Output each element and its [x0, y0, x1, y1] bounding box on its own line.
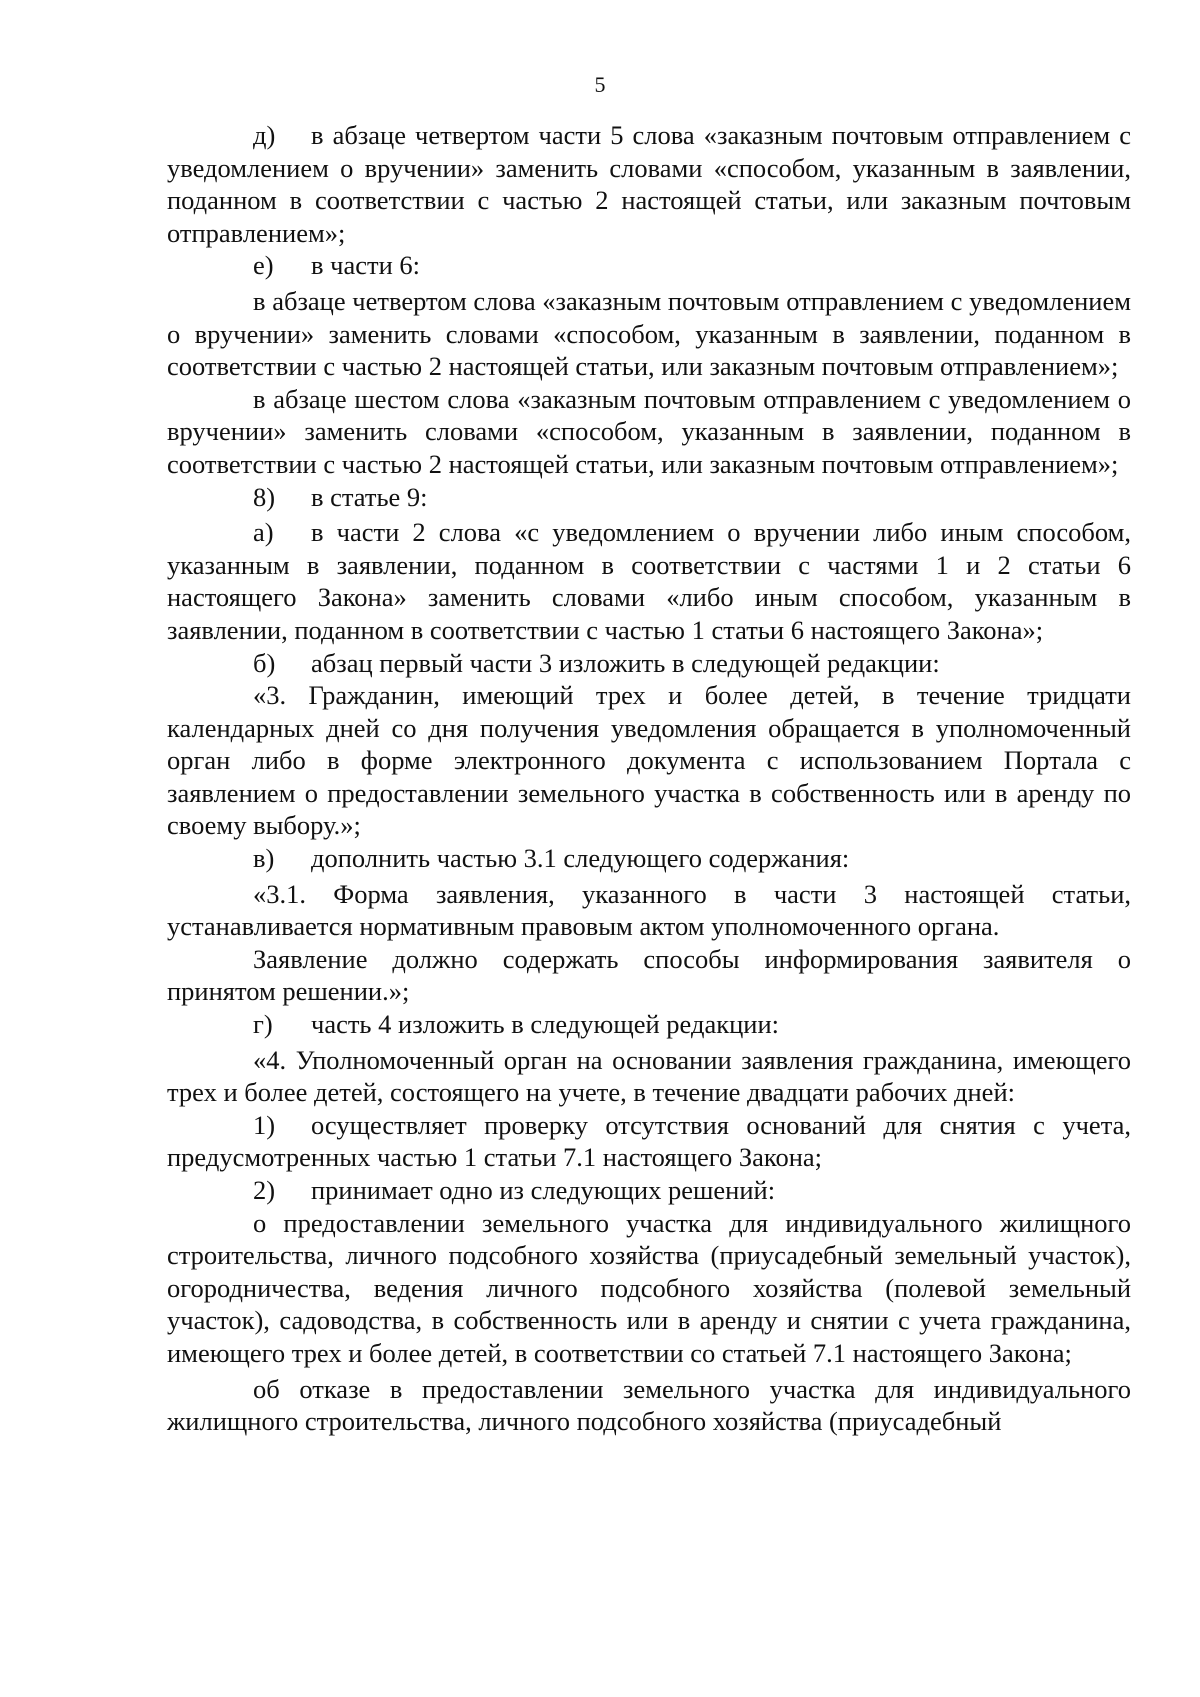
paragraph-1 — [167, 1109, 1131, 1174]
list-marker: г) — [253, 1009, 273, 1040]
paragraph-quote-4 — [167, 1044, 1131, 1109]
paragraph-text: «3. Гражданин, имеющий трех и более детей, в течение тридцати календарных дней со дня получения уведомления обращается в уполномоченный орган либо в форме электронного документа с использованием Портала с заявлением о предоставлении земельного участка в собственность или в аренду по своему выбору.»; — [167, 680, 1131, 841]
paragraph-decision-refuse — [167, 1373, 1131, 1438]
paragraph-zayavlenie — [167, 943, 1131, 1008]
paragraph-quote-3 — [167, 679, 1131, 842]
paragraph-text: часть 4 изложить в следующей редакции: — [311, 1009, 779, 1040]
paragraph-v — [167, 842, 1131, 875]
paragraph-abzac-4 — [167, 285, 1131, 383]
list-marker: 8) — [253, 481, 276, 512]
paragraph-text: в абзаце четвертом слова «заказным почтовым отправлением с уведомлением о вручении» заменить словами «способом, указанным в заявлении, поданном в соответствии с частью 2 настоящей статьи, или заказным почтовым отправлением»; — [167, 285, 1131, 382]
paragraph-text: в статье 9: — [311, 481, 428, 512]
paragraph-decision-grant — [167, 1207, 1131, 1370]
paragraph-text: о предоставлении земельного участка для индивидуального жилищного строительства, личного подсобного хозяйства (приусадебный земельный участок), огородничества, ведения личного подсобного хозяйства (полевой земельный участок), садоводства, в собственность или в аренду и снятии с учета гражданина, имеющего трех и более детей, в соответствии со статьей 7.1 настоящего Закона; — [167, 1207, 1131, 1368]
list-marker: 1) — [253, 1109, 276, 1140]
paragraph-text: в части 6: — [311, 250, 420, 281]
paragraph-2 — [167, 1174, 1131, 1207]
paragraph-text: в абзаце шестом слова «заказным почтовым отправлением с уведомлением о вручении» заменить словами «способом, указанным в заявлении, поданном в соответствии с частью 2 настоящей статьи, или заказным почтовым отправлением»; — [167, 383, 1131, 479]
list-marker: а) — [253, 517, 274, 548]
paragraph-text: «3.1. Форма заявления, указанного в части 3 настоящей статьи, устанавливается нормативным правовым актом уполномоченного органа. — [167, 878, 1131, 942]
paragraph-text: принимает одно из следующих решений: — [311, 1175, 776, 1205]
list-marker: б) — [253, 647, 276, 678]
page-number: 5 — [594, 72, 606, 97]
list-marker: в) — [253, 843, 275, 874]
paragraph-text: «4. Уполномоченный орган на основании заявления гражданина, имеющего трех и более детей, состоящего на учете, в течение двадцати рабочих дней: — [167, 1044, 1131, 1108]
paragraph-text: абзац первый части 3 изложить в следующей редакции: — [311, 647, 940, 678]
paragraph-text: дополнить частью 3.1 следующего содержания: — [311, 843, 850, 874]
list-marker: е) — [253, 250, 274, 281]
paragraph-a — [167, 516, 1131, 646]
paragraph-text: в части 2 слова «с уведомлением о вручении либо иным способом, указанным в заявлении, поданном в соответствии с частями 1 и 2 статьи 6 настоящего Закона» заменить словами «либо иным способом, указанным в заявлении, поданном в соответствии с частью 1 статьи 6 настоящего Закона»; — [167, 517, 1131, 645]
paragraph-text: осуществляет проверку отсутствия оснований для снятия с учета, предусмотренных частью 1 статьи 7.1 настоящего Закона; — [167, 1109, 1131, 1173]
list-marker: д) — [253, 120, 276, 150]
paragraph-b — [167, 647, 1131, 680]
paragraph-text: об отказе в предоставлении земельного участка для индивидуального жилищного строительства, личного подсобного хозяйства (приусадебный — [167, 1373, 1131, 1437]
paragraph-d — [167, 119, 1131, 249]
list-marker: 2) — [253, 1175, 276, 1205]
document-body — [167, 119, 1131, 1438]
paragraph-text: Заявление должно содержать способы информирования заявителя о принятом решении.»; — [167, 943, 1131, 1007]
paragraph-8 — [167, 481, 1131, 514]
paragraph-e — [167, 249, 1131, 282]
paragraph-g — [167, 1008, 1131, 1041]
paragraph-quote-3-1 — [167, 878, 1131, 943]
paragraph-abzac-6 — [167, 383, 1131, 481]
paragraph-text: в абзаце четвертом части 5 слова «заказным почтовым отправлением с уведомлением о вручении» заменить словами «способом, указанным в заявлении, поданном в соответствии с частью 2 настоящей статьи, или заказным почтовым отправлением»; — [167, 120, 1131, 248]
